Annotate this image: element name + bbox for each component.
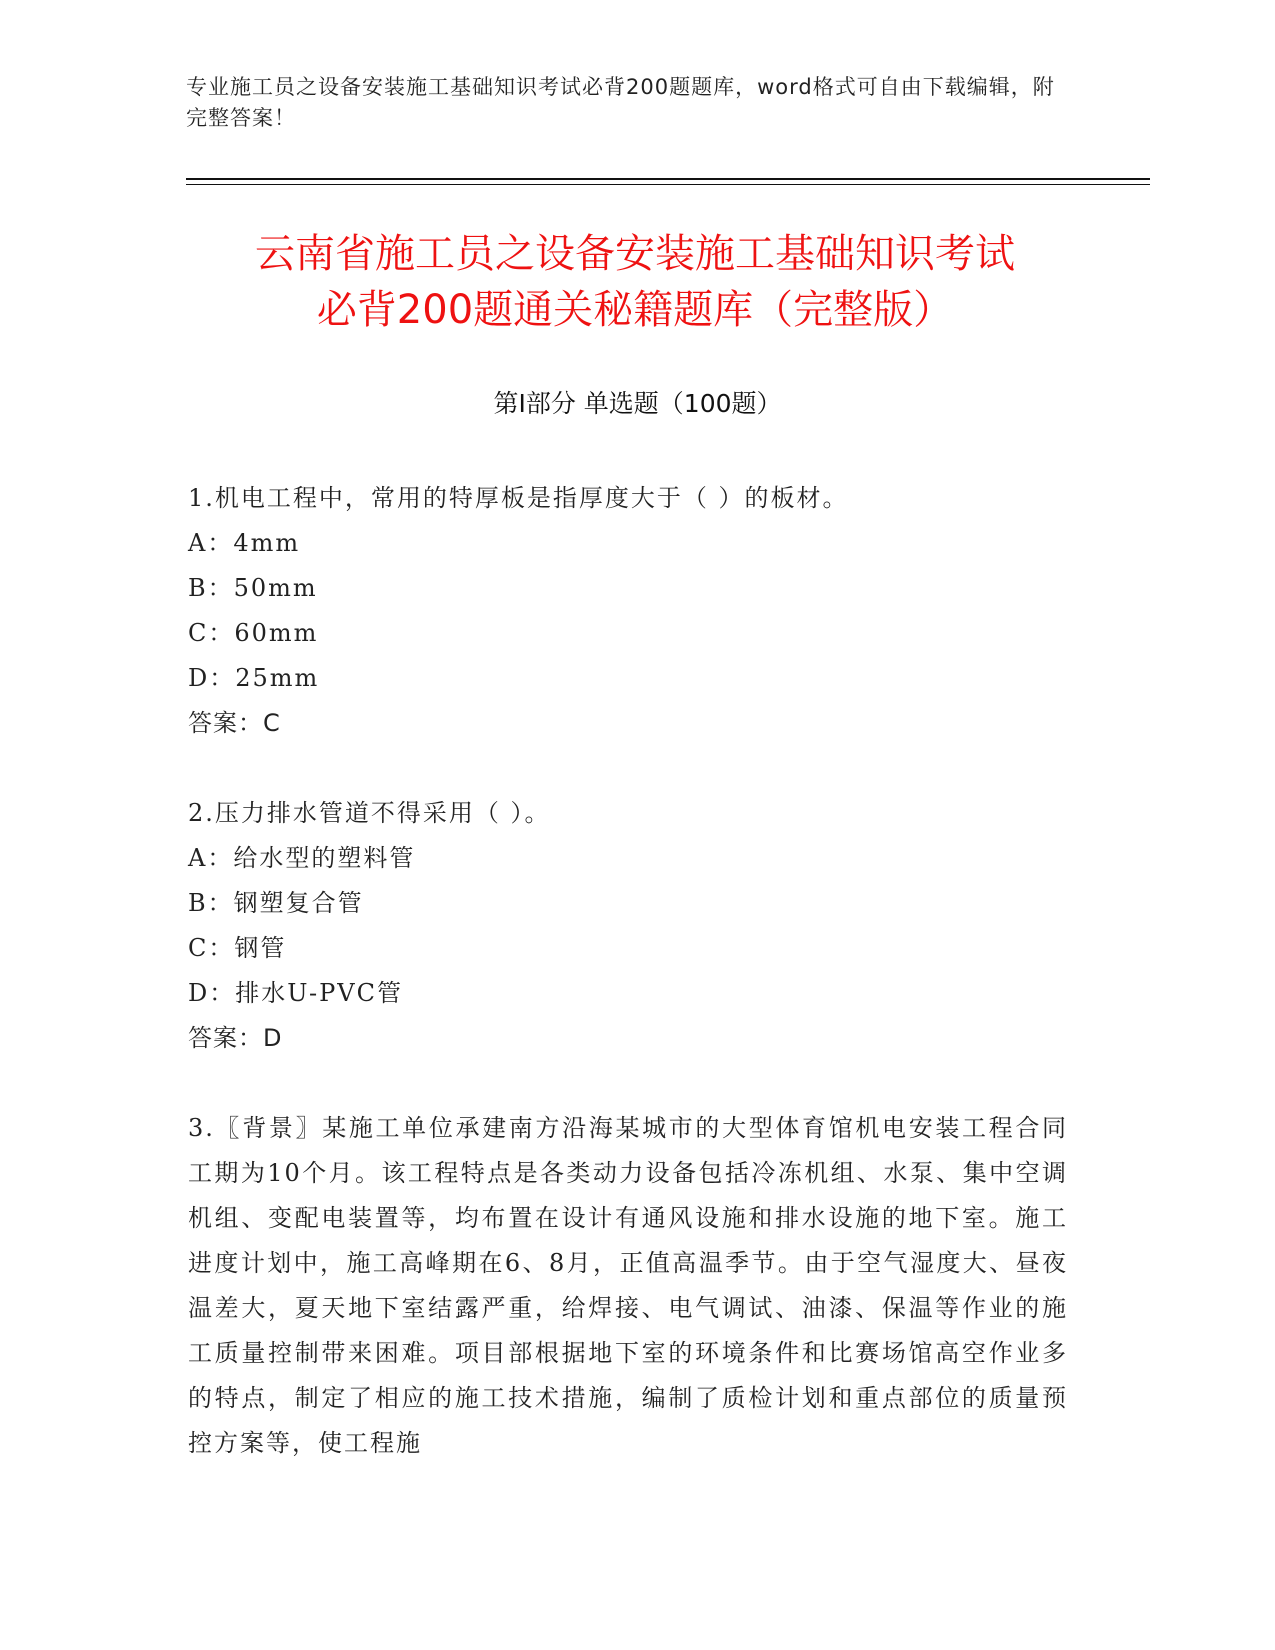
question-answer: 答案：C	[188, 709, 281, 737]
question-option-b: B：50mm	[188, 574, 318, 602]
header-divider-thin	[186, 184, 1150, 185]
question-stem: 2.压力排水管道不得采用（ ）。	[188, 799, 551, 827]
header-note: 专业施工员之设备安装施工基础知识考试必背200题题库，word格式可自由下载编辑，附完整答案！	[186, 75, 1055, 130]
document-title	[130, 226, 1140, 338]
question-spacer	[188, 746, 1068, 791]
question-option-c: C：钢管	[188, 934, 287, 962]
question-stem: 3.〖背景〗某施工单位承建南方沿海某城市的大型体育馆机电安装工程合同工期为10个月。该工程特点是各类动力设备包括冷冻机组、水泵、集中空调机组、变配电装置等，均布置在设计有通风设施和排水设施的地下室。施工进度计划中，施工高峰期在6、8月，正值高温季节。由于空气湿度大、昼夜温差大，夏天地下室结露严重，给焊接、电气调试、油漆、保温等作业的施工质量控制带来困难。项目部根据地下室的环境条件和比赛场馆高空作业多的特点，制定了相应的施工技术措施，编制了质检计划和重点部位的质量预控方案等，使工程施	[188, 1114, 1068, 1457]
question-option-d: D：25mm	[188, 664, 320, 692]
question-2	[188, 791, 1068, 1061]
question-option-b: B：钢塑复合管	[188, 889, 364, 917]
question-1	[188, 476, 1068, 746]
question-list	[188, 476, 1068, 1466]
question-3	[188, 1106, 1068, 1466]
question-option-a: A：4mm	[188, 529, 301, 557]
question-option-c: C：60mm	[188, 619, 319, 647]
question-spacer	[188, 1061, 1068, 1106]
document-title-line-2: 必背200题通关秘籍题库（完整版）	[316, 287, 954, 333]
question-option-a: A：给水型的塑料管	[188, 844, 416, 872]
question-stem: 1.机电工程中，常用的特厚板是指厚度大于（ ）的板材。	[188, 484, 849, 512]
section-title: 第Ⅰ部分 单选题（100题）	[493, 389, 782, 418]
question-option-d: D：排水U-PVC管	[188, 979, 403, 1007]
header-divider-thick	[186, 178, 1150, 180]
question-answer: 答案：D	[188, 1024, 283, 1052]
document-title-line-1: 云南省施工员之设备安装施工基础知识考试	[255, 231, 1015, 277]
